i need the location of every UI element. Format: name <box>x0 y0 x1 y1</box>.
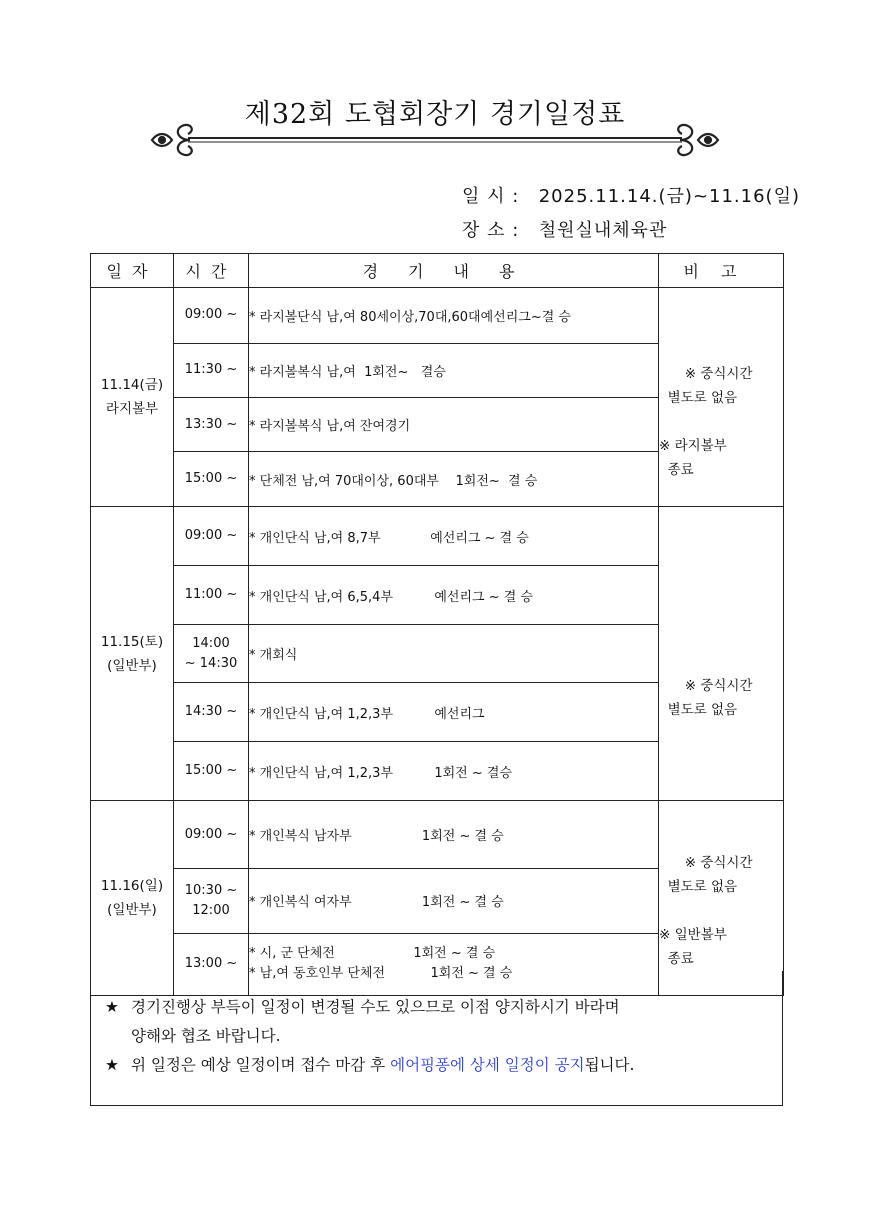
time-cell: 13:30 ~ <box>174 397 249 451</box>
date-label: 일 시 : <box>462 186 520 207</box>
content-cell: * 개인단식 남,여 1,2,3부 예선리그 <box>249 683 659 742</box>
content-cell: * 개인단식 남,여 6,5,4부 예선리그 ~ 결 승 <box>249 566 659 625</box>
table-row <box>91 288 784 344</box>
note-cell: ※ 중식시간 별도로 없음 <box>659 507 784 801</box>
content-cell: * 라지볼복식 남,여 1회전~ 결승 <box>249 343 659 397</box>
time-cell: 15:00 ~ <box>174 742 249 801</box>
day-cell: 11.16(일) (일반부) <box>91 801 174 996</box>
place-label: 장 소 : <box>462 220 520 241</box>
notice-highlight: 에어핑퐁에 상세 일정이 공지 <box>390 1056 585 1074</box>
time-cell: 11:00 ~ <box>174 566 249 625</box>
notice-box <box>90 971 783 1106</box>
table-row <box>91 801 784 869</box>
header-date: 일자 <box>91 254 174 288</box>
content-cell: * 개인단식 남,여 8,7부 예선리그 ~ 결 승 <box>249 507 659 566</box>
content-cell: * 개인복식 남자부 1회전 ~ 결 승 <box>249 801 659 869</box>
content-cell: * 시, 군 단체전 1회전 ~ 결 승 * 남,여 동호인부 단체전 1회전 ~ 결 승 <box>249 933 659 995</box>
notice-text: 됩니다. <box>584 1056 635 1074</box>
header-row <box>91 254 784 288</box>
day-cell: 11.15(토) (일반부) <box>91 507 174 801</box>
note-cell: ※ 중식시간 별도로 없음 ※ 라지볼부 종료 <box>659 288 784 507</box>
time-cell: 09:00 ~ <box>174 507 249 566</box>
notice-item <box>105 993 782 1051</box>
title-ornament <box>148 118 722 158</box>
time-cell: 09:00 ~ <box>174 288 249 344</box>
place-info <box>462 216 667 242</box>
header-time: 시간 <box>174 254 249 288</box>
time-cell: 10:30 ~ 12:00 <box>174 869 249 934</box>
content-cell: * 라지볼단식 남,여 80세이상,70대,60대예선리그~결 승 <box>249 288 659 344</box>
content-cell: * 라지볼복식 남,여 잔여경기 <box>249 397 659 451</box>
notice-item <box>105 1051 782 1080</box>
time-cell: 14:00 ~ 14:30 <box>174 625 249 683</box>
content-cell: * 개인단식 남,여 1,2,3부 1회전 ~ 결승 <box>249 742 659 801</box>
star-icon: ★ <box>105 998 119 1016</box>
content-cell: * 단체전 남,여 70대이상, 60대부 1회전~ 결 승 <box>249 452 659 507</box>
page-title: 제32회 도협회장기 경기일정표 <box>244 99 626 130</box>
day-cell: 11.14(금) 라지볼부 <box>91 288 174 507</box>
time-cell: 09:00 ~ <box>174 801 249 869</box>
date-info <box>462 182 800 208</box>
notice-text: 경기진행상 부득이 일정이 변경될 수도 있으므로 이점 양지하시기 바라며 <box>131 998 620 1016</box>
content-cell: * 개회식 <box>249 625 659 683</box>
note-cell: ※ 중식시간 별도로 없음 ※ 일반볼부 종료 <box>659 801 784 996</box>
place-value: 철원실내체육관 <box>538 220 668 241</box>
header-content: 경기내용 <box>249 254 659 288</box>
header-note: 비고 <box>659 254 784 288</box>
time-cell: 13:00 ~ <box>174 933 249 995</box>
star-icon: ★ <box>105 1056 119 1074</box>
time-cell: 11:30 ~ <box>174 343 249 397</box>
schedule-table <box>90 253 784 996</box>
date-value: 2025.11.14.(금)~11.16(일) <box>538 186 800 207</box>
time-cell: 14:30 ~ <box>174 683 249 742</box>
content-cell: * 개인복식 여자부 1회전 ~ 결 승 <box>249 869 659 934</box>
notice-text: 위 일정은 예상 일정이며 접수 마감 후 <box>131 1056 391 1074</box>
table-row <box>91 507 784 566</box>
notice-text: 양해와 협조 바랍니다. <box>131 1027 281 1045</box>
time-cell: 15:00 ~ <box>174 452 249 507</box>
